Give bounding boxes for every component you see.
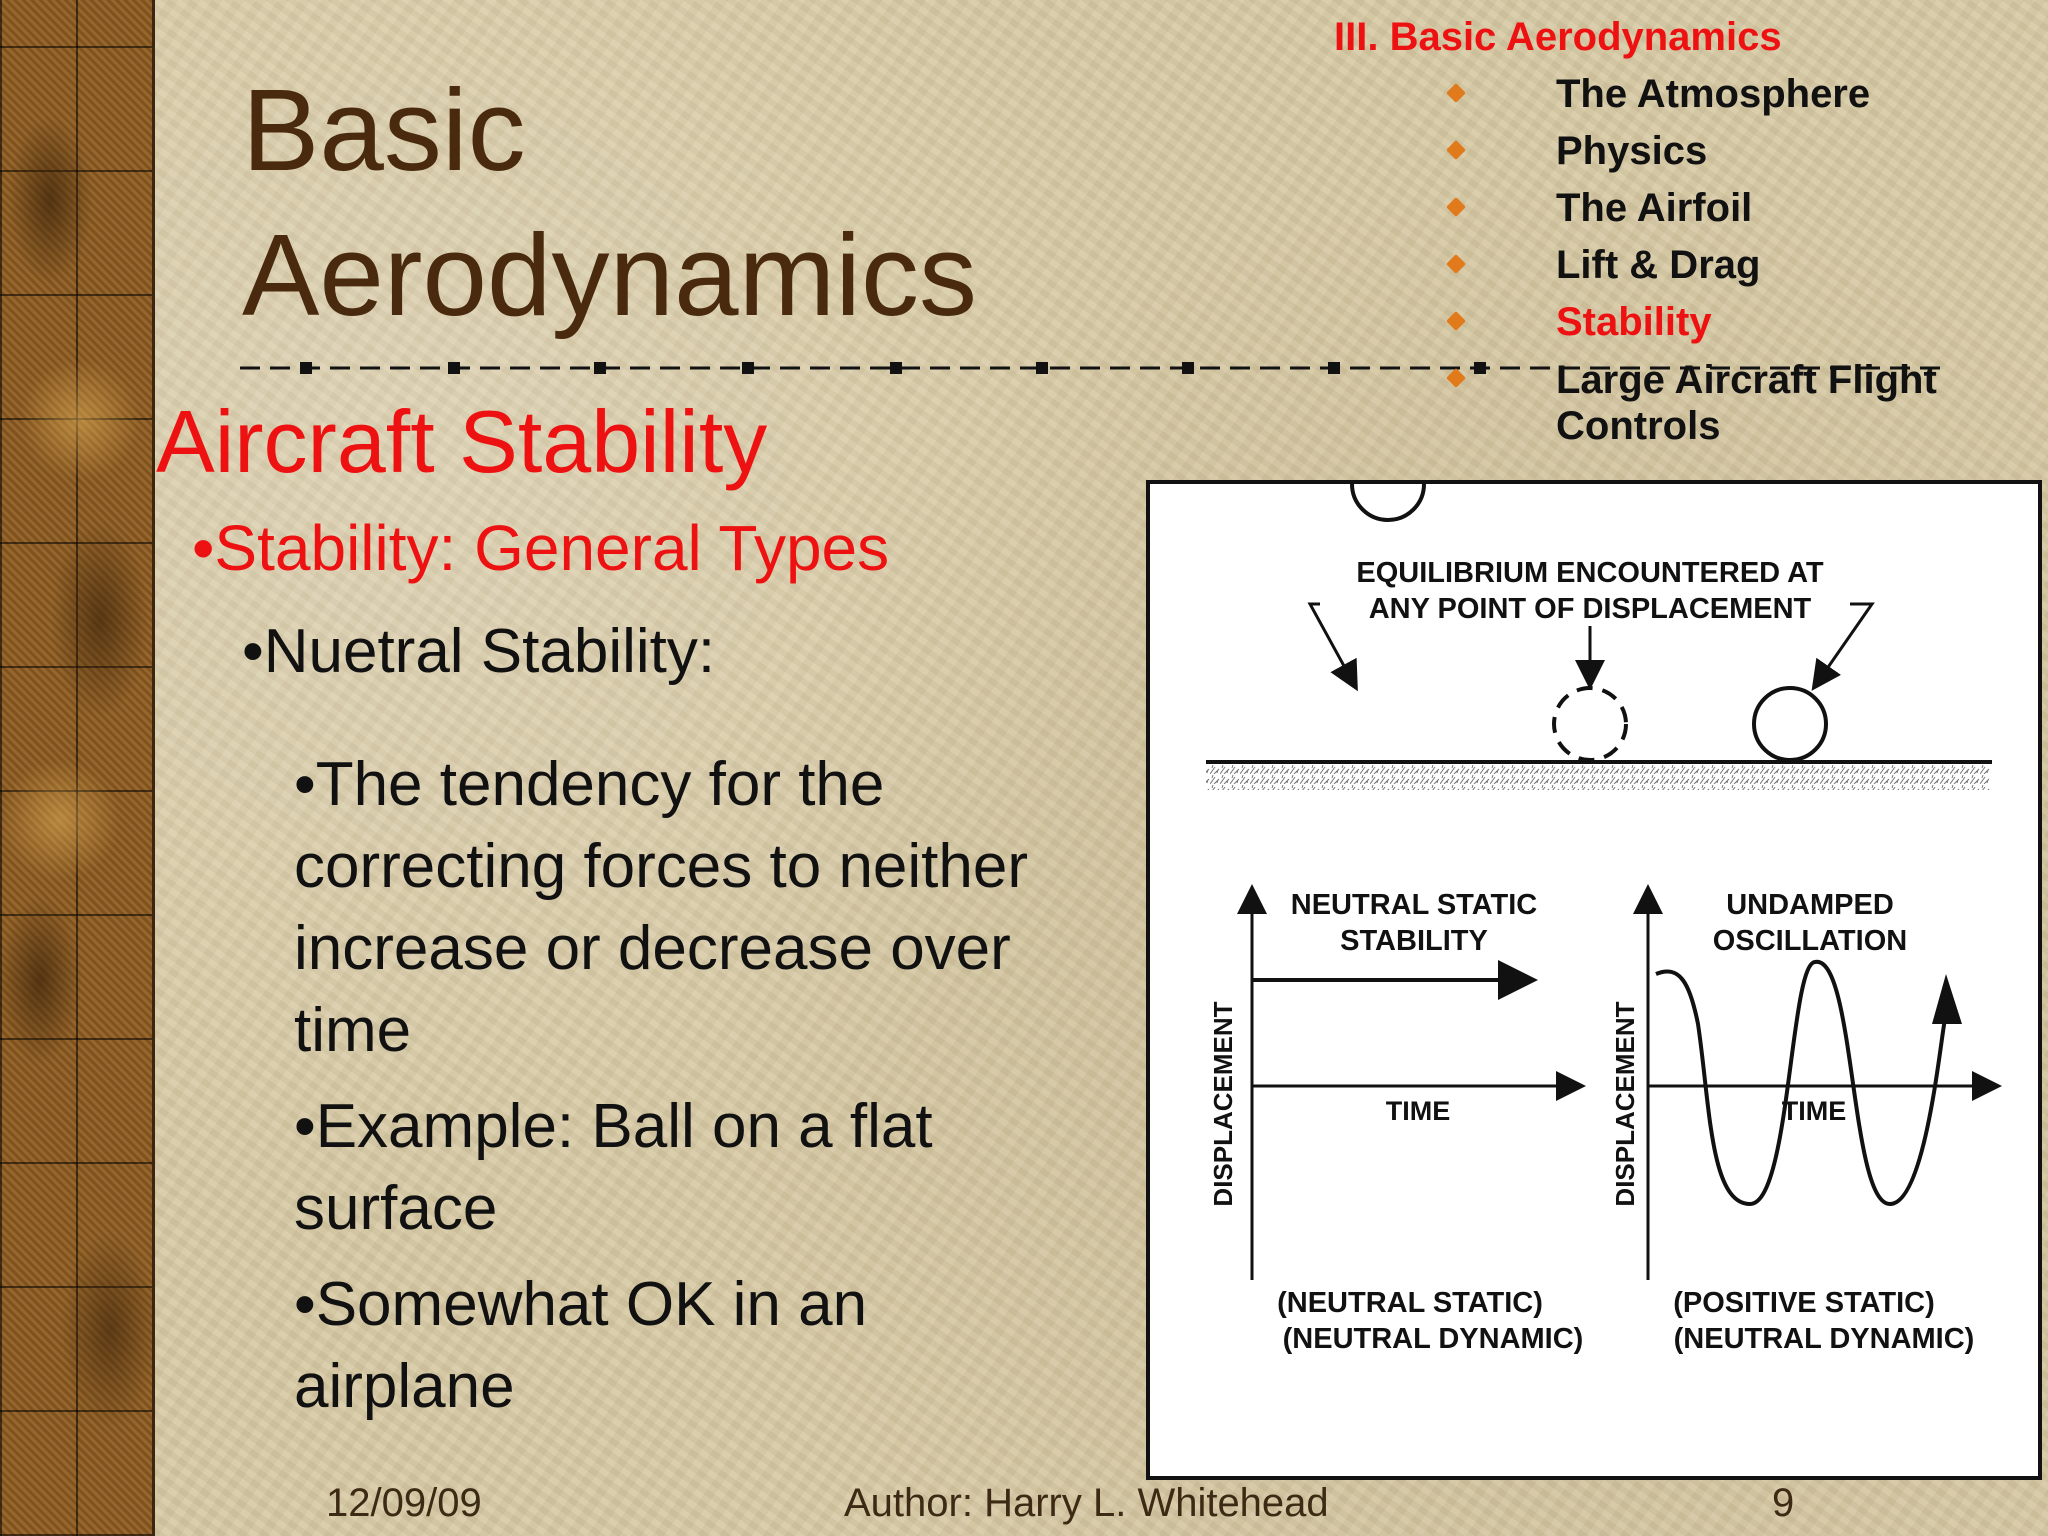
outline-item-flight-controls [1334, 351, 2034, 449]
right-caption-line-1: (POSITIVE STATIC) [1673, 1287, 1935, 1319]
right-caption-line-2: (NEUTRAL DYNAMIC) [1673, 1323, 1975, 1355]
ground-surface [1206, 762, 1990, 790]
outline-item-atmosphere [1334, 66, 2034, 123]
right-x-axis-label: TIME [1781, 1096, 1847, 1126]
leader-line-right [1815, 604, 1872, 686]
leader-line-left [1310, 604, 1355, 686]
top-caption-line-1: EQUILIBRIUM ENCOUNTERED AT [1356, 557, 1824, 589]
ball-right [1754, 688, 1826, 760]
footer-page-number: 9 [1772, 1481, 1795, 1525]
slide-title-line-2: Aerodynamics [242, 210, 977, 340]
stability-diagram [1146, 480, 2042, 1480]
outline-item-label: The Atmosphere [1556, 72, 1871, 116]
ball-left [1352, 484, 1424, 520]
right-y-axis-label: DISPLACEMENT [1610, 1001, 1640, 1207]
outline-item-airfoil [1334, 180, 2034, 237]
ball-middle-dashed [1554, 688, 1626, 760]
outline-item-lift-drag [1334, 237, 2034, 294]
course-outline [1334, 12, 2034, 449]
diamond-bullet-icon [1446, 197, 1466, 217]
outline-item-label: Lift & Drag [1556, 243, 1761, 287]
decorative-side-bar [0, 0, 155, 1536]
left-x-axis-label: TIME [1385, 1096, 1451, 1126]
outline-item-label: The Airfoil [1556, 186, 1753, 230]
diamond-bullet-icon [1446, 83, 1466, 103]
sub-subheading: •Nuetral Stability: [242, 617, 716, 686]
right-graph-title-line-1: UNDAMPED [1726, 889, 1894, 921]
outline-item-label: Physics [1556, 129, 1708, 173]
right-graph-title-line-2: OSCILLATION [1712, 925, 1908, 957]
left-caption-line-1: (NEUTRAL STATIC) [1277, 1287, 1543, 1319]
left-graph-title-line-1: NEUTRAL STATIC [1290, 889, 1538, 921]
footer-author: Author: Harry L. Whitehead [844, 1481, 1329, 1525]
slide-title [242, 58, 977, 348]
left-y-axis-label: DISPLACEMENT [1208, 1001, 1238, 1207]
oscillation-arrowhead [1932, 974, 1962, 1024]
footer-date: 12/09/09 [326, 1481, 482, 1525]
diamond-bullet-icon [1446, 311, 1466, 331]
section-title: Aircraft Stability [156, 392, 768, 491]
slide-title-line-1: Basic [242, 65, 526, 195]
diamond-bullet-icon [1446, 140, 1466, 160]
left-caption-line-2: (NEUTRAL DYNAMIC) [1282, 1323, 1584, 1355]
outline-item-label: Large Aircraft Flight Controls [1556, 358, 1937, 448]
outline-item-stability [1334, 294, 2034, 351]
subheading: •Stability: General Types [192, 512, 890, 584]
outline-item-physics [1334, 123, 2034, 180]
top-caption-line-2: ANY POINT OF DISPLACEMENT [1368, 593, 1812, 625]
bullet-point: •The tendency for the correcting forces to neither increase or decrease over time [294, 750, 1029, 1065]
diamond-bullet-icon [1446, 254, 1466, 274]
outline-heading: III. Basic Aerodynamics [1334, 15, 1782, 59]
bullet-point: •Example: Ball on a flat surface [294, 1092, 933, 1243]
outline-item-label: Stability [1556, 300, 1712, 344]
outline-list [1334, 66, 2034, 449]
bullet-points [294, 744, 1094, 1442]
undamped-oscillation-curve [1656, 962, 1945, 1204]
diamond-bullet-icon [1446, 368, 1466, 388]
left-graph-title-line-2: STABILITY [1340, 925, 1488, 957]
bullet-point: •Somewhat OK in an airplane [294, 1270, 868, 1421]
